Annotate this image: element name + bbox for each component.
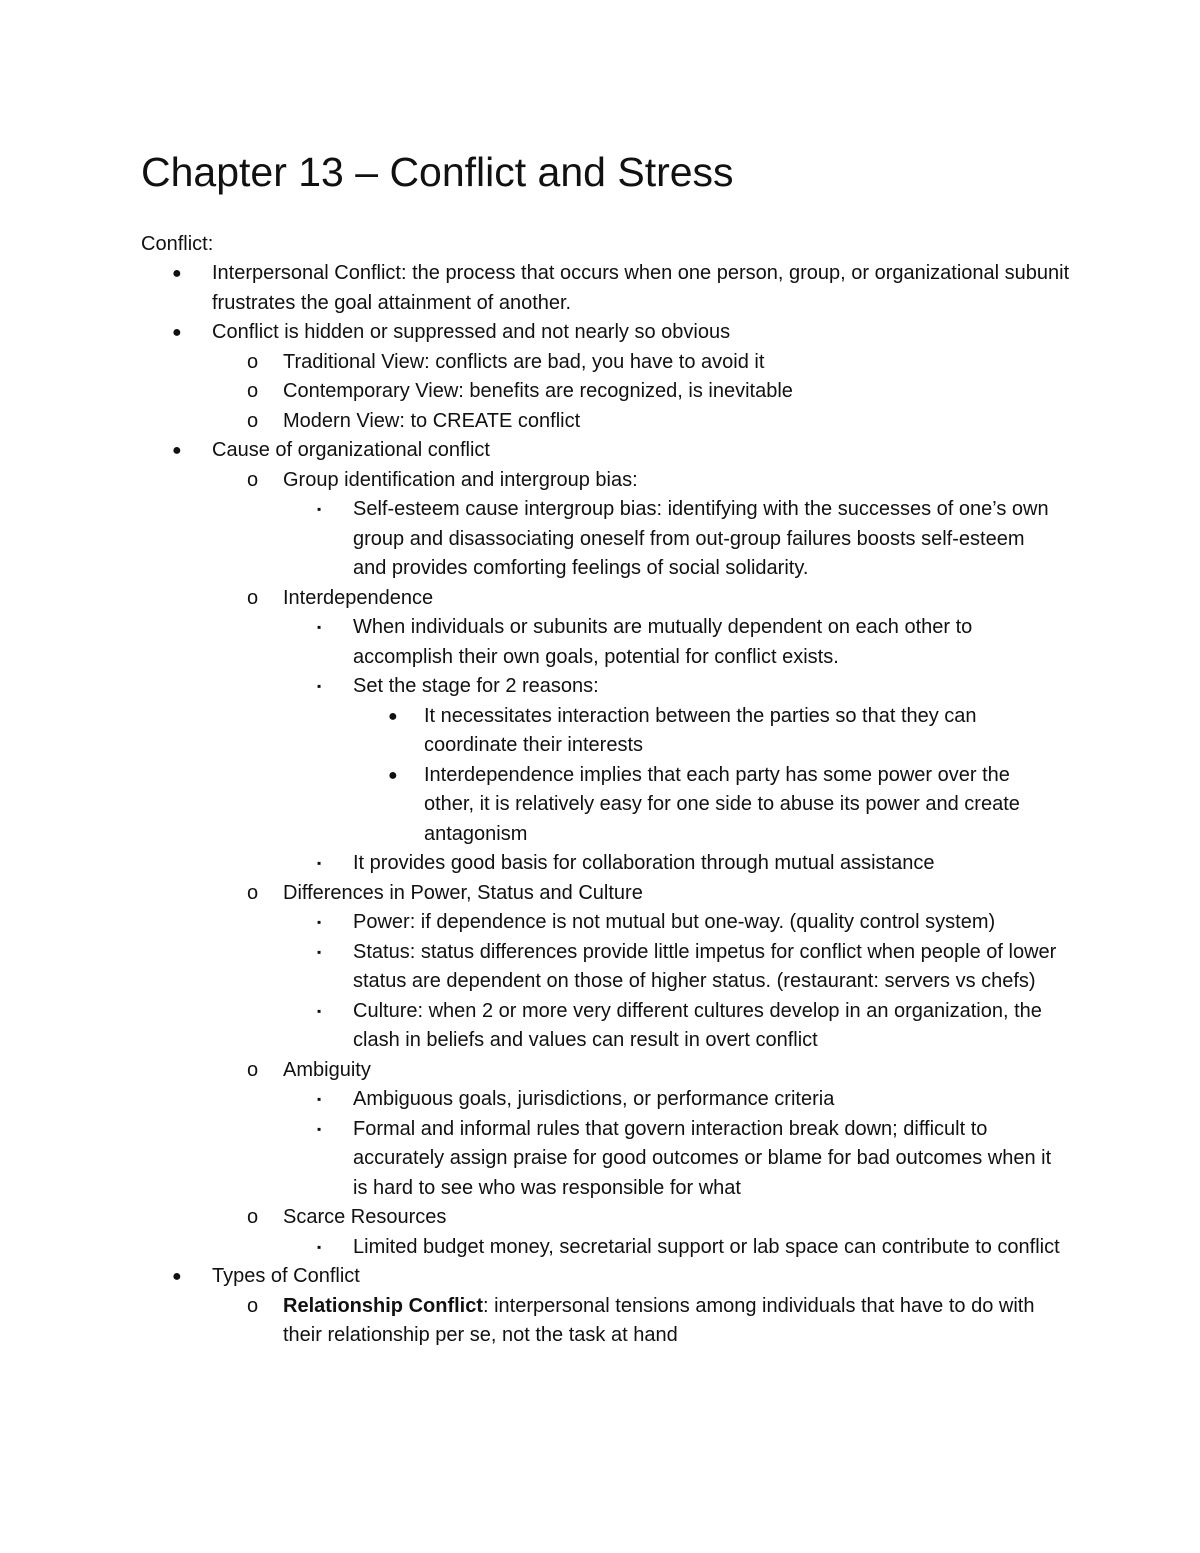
list-item-text: Set the stage for 2 reasons: xyxy=(353,675,599,697)
list-item xyxy=(0,495,1063,584)
square-bullet-icon: ▪ xyxy=(317,502,322,516)
disc-bullet-icon: ● xyxy=(172,442,182,459)
square-bullet-icon: ▪ xyxy=(317,679,322,693)
list-item xyxy=(0,761,1064,850)
list-item-text: Formal and informal rules that govern interaction break down; difficult to accurately assign praise for good outcomes or blame for bad outcomes when it is hard to see who was responsible for what xyxy=(353,1117,1052,1199)
list-item-text: Limited budget money, secretarial support or lab space can contribute to conflict xyxy=(353,1235,1060,1258)
list-item xyxy=(0,1292,1063,1351)
list-item xyxy=(0,879,1063,909)
outline-list xyxy=(0,259,1200,1351)
list-item xyxy=(0,1233,1063,1263)
list-item-text: Scarce Resources xyxy=(283,1206,447,1228)
list-item xyxy=(0,466,1063,496)
list-item-text: Ambiguity xyxy=(283,1058,371,1081)
square-bullet-icon: ▪ xyxy=(317,915,322,929)
list-item xyxy=(0,938,1063,997)
square-bullet-icon: ▪ xyxy=(317,1121,322,1136)
list-item xyxy=(0,849,1063,879)
circle-bullet-icon: o xyxy=(247,468,259,491)
list-item xyxy=(0,377,1063,407)
circle-bullet-icon: o xyxy=(247,350,259,373)
list-item xyxy=(0,259,1072,318)
list-item-text: Modern View: to CREATE conflict xyxy=(283,409,581,432)
disc-bullet-icon: ● xyxy=(388,707,398,725)
list-item-text: Interdependence xyxy=(283,586,434,609)
list-item-text: Group identification and intergroup bias: xyxy=(283,468,638,491)
list-item xyxy=(0,702,1064,761)
list-item xyxy=(0,997,1063,1056)
list-item xyxy=(0,348,1063,378)
list-item xyxy=(0,672,1063,702)
list-item xyxy=(0,1056,1063,1086)
disc-bullet-icon: ● xyxy=(172,265,182,282)
disc-bullet-icon: ● xyxy=(388,766,398,784)
list-item xyxy=(0,407,1063,437)
disc-bullet-icon: ● xyxy=(172,324,182,341)
square-bullet-icon: ▪ xyxy=(317,856,322,870)
square-bullet-icon: ▪ xyxy=(317,1092,322,1106)
list-item xyxy=(0,436,1072,466)
circle-bullet-icon: o xyxy=(247,881,259,904)
circle-bullet-icon: o xyxy=(247,1058,259,1081)
list-item xyxy=(0,584,1063,614)
list-item-text: Types of Conflict xyxy=(212,1265,360,1287)
list-item-text: Differences in Power, Status and Culture xyxy=(283,881,643,904)
list-item-text: Self-esteem cause intergroup bias: identifying with the successes of one’s own group and disassociating oneself from out-group failures boosts self-esteem and provides comforting feelings of social solidarity. xyxy=(353,498,1049,579)
circle-bullet-icon: o xyxy=(247,586,259,609)
list-item-text: Culture: when 2 or more very different cultures develop in an organization, the clash in beliefs and values can result in overt conflict xyxy=(353,999,1042,1051)
list-item-text: Interpersonal Conflict: the process that occurs when one person, group, or organizational subunit frustrates the goal attainment of another. xyxy=(212,262,1070,314)
list-item xyxy=(0,1262,1072,1292)
circle-bullet-icon: o xyxy=(247,1294,259,1317)
list-item-text: Ambiguous goals, jurisdictions, or performance criteria xyxy=(353,1088,835,1110)
list-item-text: Cause of organizational conflict xyxy=(212,439,490,461)
list-item-text: It necessitates interaction between the parties so that they can coordinate their interests xyxy=(424,704,977,756)
list-item xyxy=(0,613,1063,672)
list-item xyxy=(0,318,1072,348)
disc-bullet-icon: ● xyxy=(172,1268,182,1285)
circle-bullet-icon: o xyxy=(247,409,259,432)
list-item-text: Traditional View: conflicts are bad, you have to avoid it xyxy=(283,350,765,373)
square-bullet-icon: ▪ xyxy=(317,620,322,634)
page-title: Chapter 13 – Conflict and Stress xyxy=(141,149,734,195)
list-item-text: Interdependence implies that each party has some power over the other, it is relatively easy for one side to abuse its power and create antagonism xyxy=(424,763,1020,845)
list-item-text: Status: status differences provide little impetus for conflict when people of lower status are dependent on those of higher status. (restaurant: servers vs chefs) xyxy=(353,940,1057,992)
square-bullet-icon: ▪ xyxy=(317,1239,322,1254)
section-label: Conflict: xyxy=(141,233,214,255)
list-item-text: It provides good basis for collaboration through mutual assistance xyxy=(353,852,935,874)
circle-bullet-icon: o xyxy=(247,380,259,402)
square-bullet-icon: ▪ xyxy=(317,1003,322,1018)
list-item xyxy=(0,1085,1063,1115)
list-item xyxy=(0,908,1063,938)
list-item-text: When individuals or subunits are mutually dependent on each other to accomplish their own goals, potential for conflict exists. xyxy=(353,616,973,668)
square-bullet-icon: ▪ xyxy=(317,944,322,959)
list-item xyxy=(0,1203,1063,1233)
list-item-lead: Relationship Conflict xyxy=(283,1294,483,1317)
list-item-text: Conflict is hidden or suppressed and not nearly so obvious xyxy=(212,321,731,343)
list-item xyxy=(0,1115,1063,1204)
list-item-text: Power: if dependence is not mutual but one-way. (quality control system) xyxy=(353,911,996,933)
list-item-text: : interpersonal tensions among individuals that have to do with their relationship per se, not the task at hand xyxy=(283,1294,1035,1346)
list-item-text: Contemporary View: benefits are recognized, is inevitable xyxy=(283,380,793,402)
circle-bullet-icon: o xyxy=(247,1206,259,1228)
